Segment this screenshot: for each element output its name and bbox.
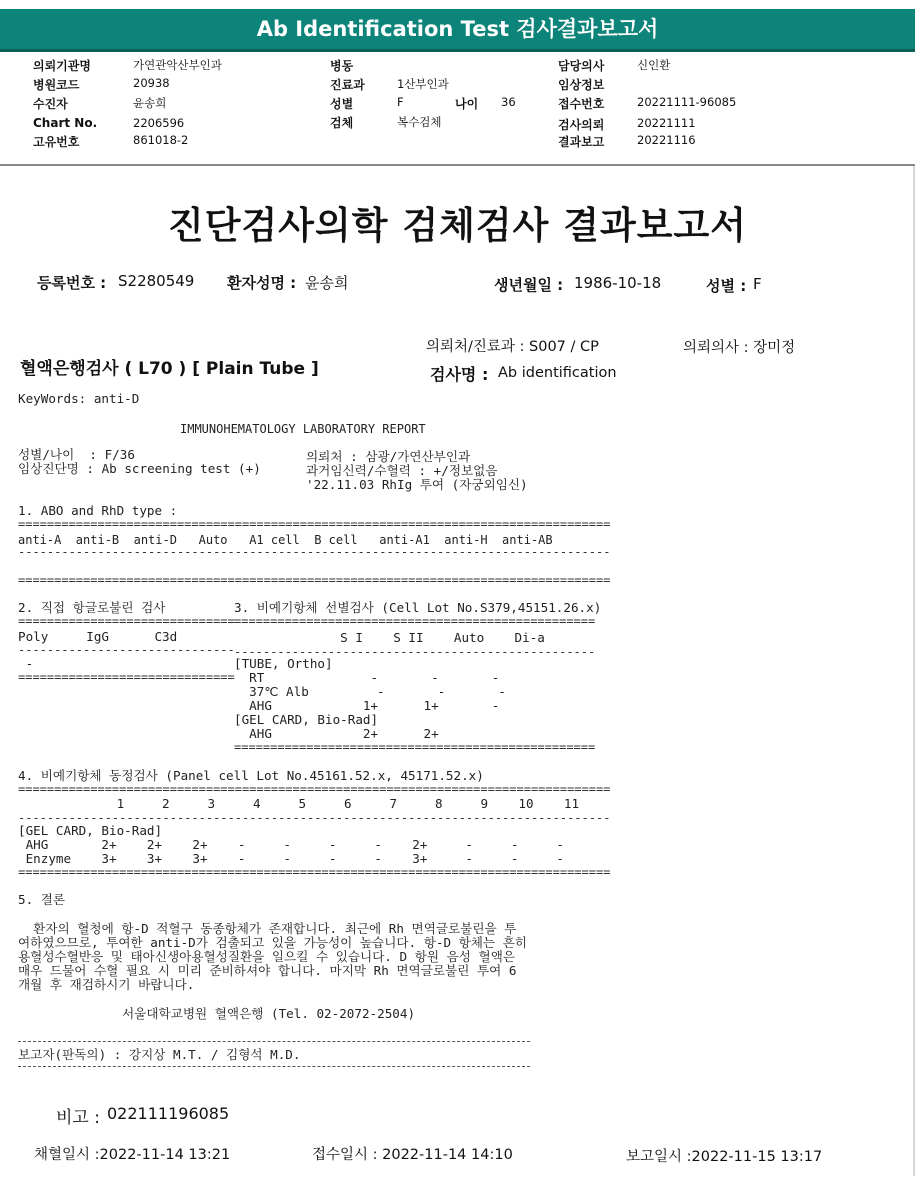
panel-row: AHG 2+ 2+ 2+ - - - - 2+ - - - bbox=[18, 837, 564, 852]
reg-no-label: 등록번호 : bbox=[37, 274, 107, 292]
referral-doctor: 의뢰의사 : 장미정 bbox=[683, 340, 796, 356]
section-panel-title: 4. 비예기항체 동정검사 (Panel cell Lot No.45161.52.x, 45171.52.x) bbox=[18, 768, 484, 783]
screening-row: [TUBE, Ortho] bbox=[234, 656, 333, 671]
lab-report-title: IMMUNOHEMATOLOGY LABORATORY REPORT bbox=[180, 422, 426, 436]
patient-name-label: 환자성명 : bbox=[227, 274, 297, 292]
remark-label: 비고 : bbox=[56, 1108, 100, 1128]
dashed-rule bbox=[18, 1041, 530, 1042]
dashed-rule: ---------------------------------------------------------------------------------- bbox=[18, 811, 611, 825]
panel-row: Enzyme 3+ 3+ 3+ - - - - 3+ - - - bbox=[18, 851, 564, 866]
dat-header: Poly IgG C3d bbox=[18, 629, 178, 644]
sex-label: 성별 : bbox=[706, 277, 747, 295]
dashed-rule: ------------------------------ bbox=[18, 643, 235, 657]
field-value: 20221116 bbox=[637, 133, 696, 147]
field-label: 접수번호 bbox=[558, 97, 605, 111]
field-label: 임상정보 bbox=[558, 78, 605, 92]
test-name-value: Ab identification bbox=[498, 365, 617, 381]
field-value: 신인환 bbox=[637, 58, 671, 72]
field-label: 수진자 bbox=[33, 97, 68, 111]
field-label: 고유번호 bbox=[33, 135, 80, 149]
referral-dept: 의뢰처/진료과 : S007 / CP bbox=[426, 339, 599, 355]
conclusion-line: 매우 드물어 수혈 필요 시 미리 준비하셔야 합니다. 마지막 Rh 면역글로불린 투여 6 bbox=[18, 963, 517, 978]
field-label: 의뢰기관명 bbox=[33, 59, 91, 73]
reg-no-value: S2280549 bbox=[118, 272, 195, 290]
dob-value: 1986-10-18 bbox=[574, 274, 662, 292]
field-value: F bbox=[397, 95, 404, 109]
section-dat-title: 2. 직접 항글로불린 검사 bbox=[18, 600, 166, 615]
field-label: 검사의뢰 bbox=[558, 118, 605, 132]
abo-header: anti-A anti-B anti-D Auto A1 cell B cell anti-A1 anti-H anti-AB bbox=[18, 533, 553, 547]
section-screening-title: 3. 비예기항체 선별검사 (Cell Lot No.S379,45151.26.x) bbox=[234, 600, 602, 615]
section-conclusion-title: 5. 결론 bbox=[18, 892, 66, 907]
section-abo-title: 1. ABO and RhD type : bbox=[18, 503, 178, 518]
sex-value: F bbox=[753, 275, 762, 293]
field-value: 20938 bbox=[133, 76, 170, 90]
screening-row: RT - - - bbox=[234, 670, 500, 685]
rhig-note: '22.11.03 RhIg 투여 (자궁외임신) bbox=[306, 477, 528, 492]
clinical-diagnosis: 임상진단명 : Ab screening test (+) bbox=[18, 461, 261, 476]
field-value: 2206596 bbox=[133, 116, 185, 130]
screening-row: AHG 2+ 2+ bbox=[234, 726, 439, 741]
header-title: Ab Identification Test 검사결과보고서 bbox=[256, 17, 659, 41]
double-rule: ================================================== bbox=[234, 740, 596, 754]
transfusion-history: 과거임신력/수혈력 : +/정보없음 bbox=[306, 463, 498, 478]
dashed-rule: ---------------------------------------------------------------------------------- bbox=[18, 545, 611, 559]
received-datetime: 접수일시 : 2022-11-14 14:10 bbox=[312, 1147, 513, 1163]
dashed-rule: -------------------------------------------------- bbox=[234, 645, 596, 659]
field-label: 담당의사 bbox=[558, 59, 605, 73]
sex-age: 성별/나이 : F/36 bbox=[18, 447, 135, 462]
double-rule: ============================== bbox=[18, 614, 235, 628]
referrer: 의뢰처 : 삼광/가연산부인과 bbox=[306, 449, 471, 464]
field-value: 가연관악산부인과 bbox=[133, 58, 222, 72]
field-label: 검체 bbox=[330, 116, 354, 130]
conclusion-line: 여하였으므로, 투여한 anti-D가 검출되고 있을 가능성이 높습니다. 항-D 항체는 흔히 bbox=[18, 935, 528, 950]
conclusion-line: 용혈성수혈반응 및 태아신생아용혈성질환을 일으킬 수 있습니다. D 항원 음성 혈액은 bbox=[18, 949, 516, 964]
field-label: Chart No. bbox=[33, 116, 98, 130]
header-divider bbox=[0, 164, 915, 166]
screening-row: AHG 1+ 1+ - bbox=[234, 698, 500, 713]
dob-label: 생년월일 : bbox=[494, 276, 564, 294]
field-label: 진료과 bbox=[330, 78, 365, 92]
double-rule: ================================================================================== bbox=[18, 865, 611, 879]
reported-datetime: 보고일시 :2022-11-15 13:17 bbox=[626, 1149, 823, 1165]
field-label: 성별 bbox=[330, 97, 354, 111]
panel-header: 1 2 3 4 5 6 7 8 9 10 11 bbox=[18, 796, 580, 811]
keywords: KeyWords: anti-D bbox=[18, 391, 140, 406]
reporter: 보고자(판독의) : 강지상 M.T. / 김형석 M.D. bbox=[18, 1047, 301, 1062]
panel-row: [GEL CARD, Bio-Rad] bbox=[18, 823, 163, 838]
conclusion-line: 환자의 혈청에 항-D 적혈구 동종항체가 존재합니다. 최근에 Rh 면역글로불린을 투 bbox=[18, 921, 517, 936]
test-group: 혈액은행검사 ( L70 ) [ Plain Tube ] bbox=[20, 359, 319, 379]
double-rule: ================================================================================== bbox=[18, 517, 611, 531]
field-value: 1산부인과 bbox=[397, 77, 449, 91]
screening-row: 37℃ Alb - - - bbox=[234, 684, 506, 699]
screening-row: [GEL CARD, Bio-Rad] bbox=[234, 712, 379, 727]
screening-header: S I S II Auto Di-a bbox=[234, 630, 545, 645]
dashed-rule bbox=[18, 1066, 530, 1067]
patient-name-value: 윤송희 bbox=[305, 274, 349, 292]
field-label: 나이 bbox=[455, 97, 479, 111]
field-value: 20221111 bbox=[637, 116, 696, 130]
double-rule: ================================================== bbox=[234, 614, 596, 628]
remark-value: 022111196085 bbox=[107, 1104, 230, 1123]
conclusion-line: 개월 후 재검하시기 바랍니다. bbox=[18, 977, 195, 992]
double-rule: ================================================================================== bbox=[18, 573, 611, 587]
test-name-label: 검사명 : bbox=[430, 365, 489, 384]
blood-bank-contact: 서울대학교병원 혈액은행 (Tel. 02-2072-2504) bbox=[122, 1006, 416, 1021]
dat-result: - bbox=[18, 656, 34, 671]
field-value: 복수검체 bbox=[397, 115, 442, 129]
field-value: 861018-2 bbox=[133, 133, 189, 147]
field-value: 36 bbox=[501, 95, 516, 109]
double-rule: ============================== bbox=[18, 670, 235, 684]
collected-datetime: 채혈일시 :2022-11-14 13:21 bbox=[34, 1147, 231, 1163]
field-label: 병원코드 bbox=[33, 78, 80, 92]
double-rule: ================================================================================== bbox=[18, 782, 611, 796]
field-label: 결과보고 bbox=[558, 135, 605, 149]
field-value: 20221111-96085 bbox=[637, 95, 737, 109]
field-label: 병동 bbox=[330, 59, 354, 73]
report-title: 진단검사의학 검체검사 결과보고서 bbox=[168, 204, 747, 247]
field-value: 윤송희 bbox=[133, 96, 167, 110]
